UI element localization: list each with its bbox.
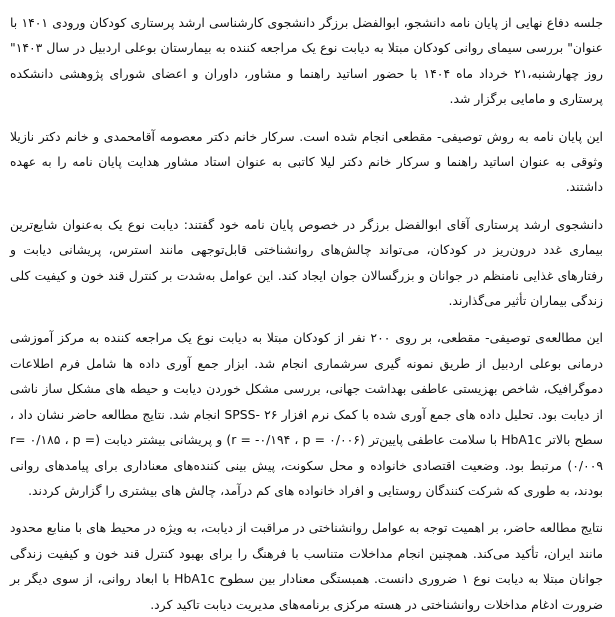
paragraph-methods-results: این مطالعه‌ی توصیفی- مقطعی، بر روی ۲۰۰ نفر از کودکان مبتلا به دیابت نوع یک مراجعه کننده به مرکز آموزشی درمانی بوعلی اردبیل از طریق نمونه گیری سرشماری انجام شد. ابزار جمع آوری داده ها شامل فرم اطلاعات دموگرافیک، شاخص بهزیستی عاطفی بهداشت جهانی، بررسی مشکل خوردن دیابت و حیطه های مشکل ساز ناشی از دیابت بود. تحلیل داده های جمع آوری شده با کمک نرم افزار SPSS- ۲۶ انجام شد. نتایج مطالعه حاضر نشان داد ، سطح بالاتر HbA1c با سلامت عاطفی پایین‌تر (r = -۰/۱۹۴ ، p = ۰/۰۰۶) و پریشانی بیشتر دیابت (r= ۰/۱۸۵ ، p = ۰/۰۰۹) مرتبط بود. وضعیت اقتصادی خانواده و محل سکونت، پیش بینی کننده‌های معناداری برای پیامدهای روانی بودند، به طوری که شرکت کنندگان روستایی و افراد خانواده های کم درآمد، چالش های بیشتری را گزارش کردند.: [10, 330, 603, 498]
paragraph-defense-session: جلسه دفاع نهایی از پایان نامه دانشجو، ابوالفضل برزگر دانشجوی کارشناسی ارشد پرستاری کودکان ورودی ۱۴۰۱ با عنوان" بررسی سیمای روانی کودکان مبتلا به دیابت نوع یک مراجعه کننده به بیمارستان بوعلی اردبیل در سال ۱۴۰۳" روز چهارشنبه،۲۱ خرداد ماه ۱۴۰۴ با حضور اساتید راهنما و مشاور، داوران و اعضای شورای پژوهشی دانشکده پرستاری و مامایی برگزار شد.: [10, 15, 603, 107]
paragraph-student-statement: دانشجوی ارشد پرستاری آقای ابوالفضل برزگر در خصوص پایان نامه خود گفتند: دیابت نوع یک به‌عنوان شایع‌ترین بیماری غدد درون‌ریز در کودکان، می‌تواند چالش‌های روانشناختی قابل‌توجهی مانند استرس، پریشانی دیابت و رفتارهای غذایی نامنظم در جوانان و بزرگسالان جوان ایجاد کند. این عوامل به‌شدت بر کنترل قند خون و کیفیت کلی زندگی بیماران تأثیر می‌گذارند.: [10, 216, 603, 309]
paragraph-supervisors: این پایان نامه به روش توصیفی- مقطعی انجام شده است. سرکار خانم دکتر معصومه آقامحمدی و خانم دکتر نازیلا وثوقی به عنوان اساتید راهنما و سرکار خانم دکتر لیلا کاتبی به عنوان استاد مشاور هدایت پایان نامه را به عهده داشتند.: [10, 128, 603, 195]
paragraph-conclusion: نتایج مطالعه حاضر، بر اهمیت توجه به عوامل روانشناختی در مراقبت از دیابت، به ویژه در محیط های با منابع محدود مانند ایران، تأکید می‌کند. همچنین انجام مداخلات متناسب با فرهنگ را برای بهبود کنترل قند خون و کیفیت زندگی جوانان مبتلا به دیابت نوع ۱ ضروری دانست. همبستگی معنادار بین سطوح HbA1c با ابعاد روانی، از سوی دیگر بر ضرورت ادغام مداخلات روانشناختی در هسته مرکزی برنامه‌های مدیریت دیابت تاکید کرد.: [10, 520, 604, 612]
